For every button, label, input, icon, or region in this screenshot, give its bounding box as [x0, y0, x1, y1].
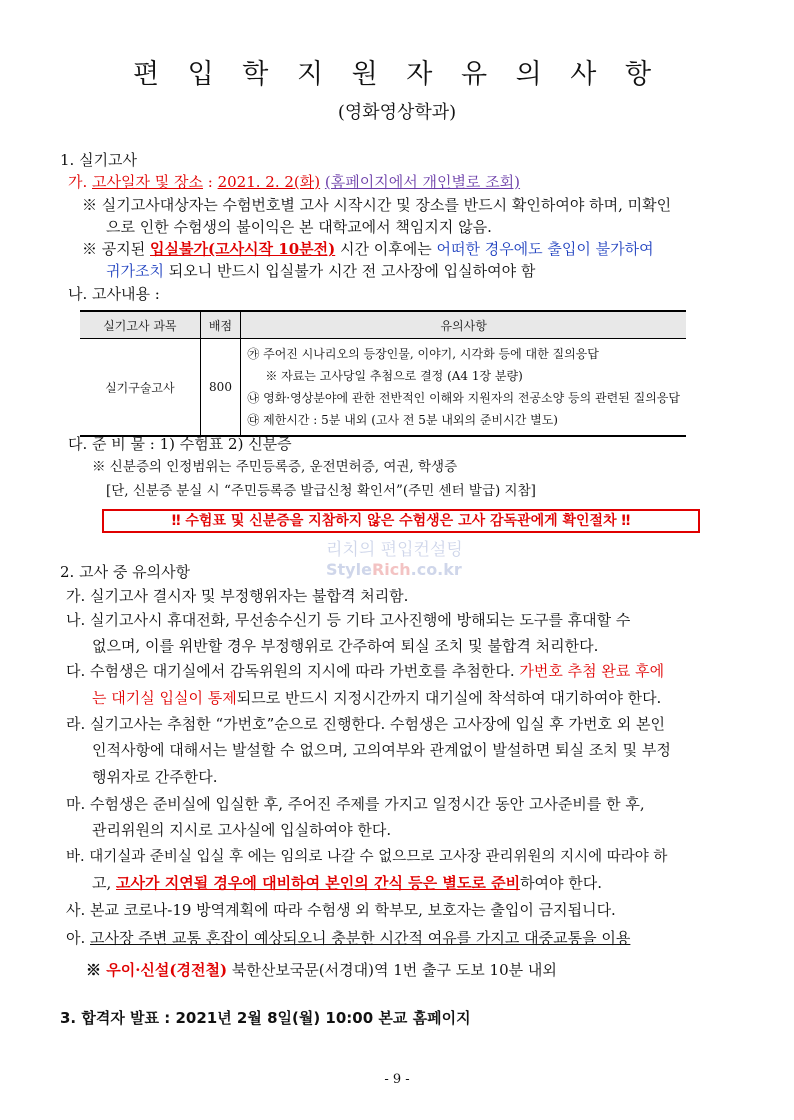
- rule-ga: 가. 실기고사 결시자 및 부정행위자는 불합격 처리함.: [66, 587, 409, 605]
- rule-a-prefix: 아.: [66, 929, 91, 947]
- rule-ra-line3: 행위자로 간주한다.: [92, 768, 218, 786]
- table-item: ※ 자료는 고사당일 추첨으로 결정 (A4 1장 분량): [265, 369, 523, 383]
- rule-ba-red: 고사가 지연될 경우에 대비하여 본인의 간식 등은 별도로 준비: [116, 874, 521, 892]
- rule-ba-text2: 하여야 한다.: [520, 874, 603, 892]
- exam-date-label: 고사일자 및 장소: [92, 173, 203, 191]
- watermark-url: [326, 560, 462, 579]
- table-item: ㉰ 제한시간 : 5분 내외 (고사 전 5분 내외의 준비시간 별도): [247, 413, 558, 427]
- table-item: ㉯ 영화·영상분야에 관한 전반적인 이해와 지원자의 전공소양 등의 관련된 질의응답: [247, 391, 680, 405]
- exam-date-note: (홈페이지에서 개인별로 조회): [324, 173, 521, 191]
- watermark-url-domain: .co.kr: [410, 560, 462, 579]
- rule-da-red2: 는 대기실 입실이 통제: [92, 689, 237, 707]
- table-subject: 실기구술고사: [105, 380, 175, 395]
- rule-da-red1: 가번호 추첨 완료 후에: [519, 662, 665, 680]
- exam-date-prefix: 가.: [68, 173, 93, 191]
- table-header-notes: 유의사항: [241, 311, 686, 339]
- page-subtitle: (영화영상학과): [337, 102, 457, 123]
- section3-announcement: 3. 합격자 발표 : 2021년 2월 8일(월) 10:00 본교 홈페이지: [60, 1009, 471, 1027]
- note1-line2: 으로 인한 수험생의 불이익은 본 대학교에서 책임지지 않음.: [106, 218, 492, 236]
- transit-line: [86, 960, 557, 980]
- rule-da-text2: 되므로 반드시 지정시간까지 대기실에 착석하여 대기하여야 한다.: [236, 689, 662, 707]
- rule-da-text: 다. 수험생은 대기실에서 감독위원의 지시에 따라 가번호를 추첨한다.: [66, 662, 520, 680]
- rule-sa: 사. 본교 코로나-19 방역계획에 따라 수험생 외 학부모, 보호자는 출입이 금지됩니다.: [66, 901, 616, 919]
- table-item: ㉮ 주어진 시나리오의 등장인물, 이야기, 시각화 등에 대한 질의응답: [247, 347, 599, 361]
- transit-directions: 북한산보국문(서경대)역 1번 출구 도보 10분 내외: [227, 961, 557, 979]
- note2-line2: [106, 261, 535, 281]
- note2-highlight: 입실불가(고사시작 10분전): [150, 240, 336, 258]
- note2-blue1: 어떠한 경우에도 출입이 불가하여: [436, 240, 654, 258]
- note2-suffix: 되오니 반드시 입실불가 시간 전 고사장에 입실하여야 함: [163, 262, 536, 280]
- exam-content-table: [80, 310, 686, 437]
- table-header-subject: 실기고사 과목: [80, 311, 200, 339]
- supplies-heading: 다. 준 비 물 : 1) 수험표 2) 신분증: [68, 435, 292, 453]
- supplies-note1: ※ 신분증의 인정범위는 주민등록증, 운전면허증, 여권, 학생증: [92, 459, 458, 475]
- table-row: [80, 339, 686, 437]
- rule-ma-line2: 관리위원의 지시로 고사실에 입실하여야 한다.: [92, 821, 392, 839]
- exam-content-heading: 나. 고사내용 :: [68, 285, 160, 303]
- page-title: 편 입 학 지 원 자 유 의 사 항: [132, 59, 662, 90]
- exam-date-colon: :: [203, 173, 218, 191]
- transit-mark: ※: [86, 961, 107, 979]
- note2-prefix: ※ 공지된: [82, 240, 151, 258]
- page-number: - 9 -: [384, 1072, 410, 1087]
- note2-middle: 시간 이후에는: [335, 240, 437, 258]
- table-header-score: 배점: [200, 311, 241, 339]
- transit-line-name: 우이·신설(경전철): [106, 961, 228, 979]
- watermark-text: 리치의 편입컨설팅: [326, 540, 463, 560]
- rule-a: [66, 928, 630, 948]
- rule-na-line1: 나. 실기고사시 휴대전화, 무선송수신기 등 기타 고사진행에 방해되는 도구를 휴대할 수: [66, 611, 631, 629]
- rule-ma-line1: 마. 수험생은 준비실에 입실한 후, 주어진 주제를 가지고 일정시간 동안 고사준비를 한 후,: [66, 795, 645, 813]
- exam-date-line: [68, 172, 520, 192]
- section1-heading: 1. 실기고사: [60, 151, 138, 169]
- section2-heading: 2. 고사 중 유의사항: [60, 563, 191, 581]
- exam-date-value: 2021. 2. 2(화): [217, 173, 321, 191]
- rule-ba-line2: [92, 873, 602, 893]
- rule-ra-line1: 라. 실기고사는 추첨한 “가번호”순으로 진행한다. 수험생은 고사장에 입실 후 가번호 외 본인: [66, 715, 665, 733]
- table-score: 800: [200, 339, 241, 437]
- rule-na-line2: 없으며, 이를 위반할 경우 부정행위로 간주하여 퇴실 조치 및 불합격 처리한다.: [92, 637, 599, 655]
- note1-line1: ※ 실기고사대상자는 수험번호별 고사 시작시간 및 장소를 반드시 확인하여야 하며, 미확인: [82, 196, 672, 214]
- id-warning-banner: ‼ 수험표 및 신분증을 지참하지 않은 수험생은 고사 감독관에게 확인절차 ‼: [102, 509, 700, 533]
- rule-da-line1: [66, 661, 664, 681]
- supplies-note2: [단, 신분증 분실 시 “주민등록증 발급신청 확인서”(주민 센터 발급) 지참]: [106, 483, 536, 499]
- watermark-url-style: Style: [326, 560, 372, 579]
- watermark-url-rich: Rich: [371, 560, 411, 579]
- rule-ba-line1: 바. 대기실과 준비실 입실 후 에는 임의로 나갈 수 없으므로 고사장 관리위원의 지시에 따라야 하: [66, 849, 668, 865]
- note2-line1: [82, 239, 654, 259]
- note2-blue2: 귀가조치: [106, 262, 164, 280]
- rule-da-line2: [92, 688, 661, 708]
- table-header-row: [80, 311, 686, 339]
- rule-ba-text: 고,: [92, 874, 117, 892]
- rule-ra-line2: 인적사항에 대해서는 발설할 수 없으며, 고의여부와 관계없이 발설하면 퇴실 조치 및 부정: [92, 741, 671, 759]
- rule-a-text: 고사장 주변 교통 혼잡이 예상되오니 충분한 시간적 여유를 가지고 대중교통을 이용: [90, 929, 631, 947]
